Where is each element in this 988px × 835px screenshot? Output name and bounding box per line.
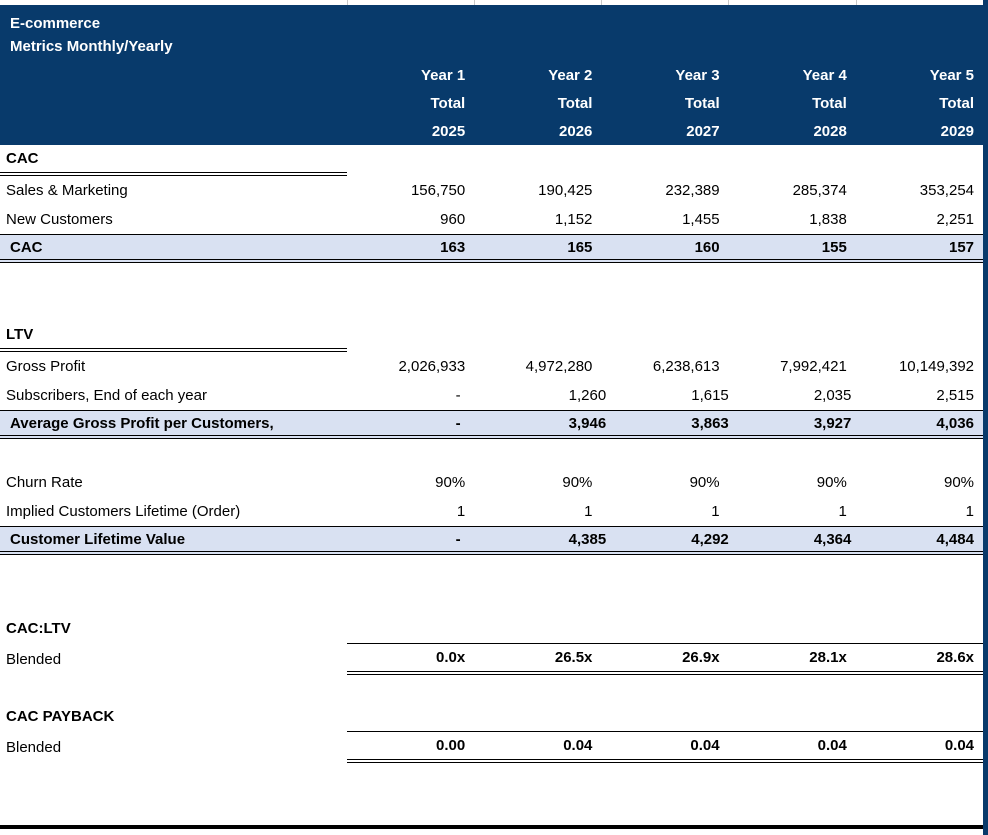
row-values	[347, 411, 983, 435]
cell-value[interactable]: 4,292	[691, 530, 729, 548]
blended-row-cac-payback	[0, 731, 983, 763]
cell-value[interactable]: 90%	[943, 474, 975, 491]
cell-value[interactable]: 1,152	[554, 211, 593, 228]
col-header-total[interactable]: Total	[812, 94, 847, 112]
cell-value[interactable]: 2,515	[936, 387, 974, 404]
spacer	[0, 675, 983, 702]
top-gridline-strip	[0, 0, 983, 5]
cell-value[interactable]: 3,927	[813, 414, 852, 432]
row-label[interactable]: Gross Profit	[6, 358, 86, 375]
total-row-avg-gross-profit	[0, 410, 983, 439]
cell-value[interactable]: -	[455, 530, 461, 548]
cell-value[interactable]: 26.9x	[682, 649, 720, 666]
section-title[interactable]: CAC:LTV	[6, 620, 71, 637]
right-edge-band	[983, 0, 988, 835]
table-row	[0, 497, 983, 526]
row-label[interactable]: Subscribers, End of each year	[6, 387, 207, 404]
header-spacer	[0, 89, 347, 117]
row-values	[347, 352, 983, 381]
cell-value[interactable]: 163	[440, 238, 466, 256]
cell-value[interactable]: 90%	[562, 474, 593, 491]
row-values	[347, 176, 983, 205]
section-title[interactable]: LTV	[0, 321, 347, 352]
gridline	[474, 0, 475, 5]
sheet-subtitle[interactable]: Metrics Monthly/Yearly	[10, 38, 173, 55]
col-header-total[interactable]: Total	[430, 94, 466, 112]
cell-value[interactable]: 160	[694, 238, 720, 256]
row-values	[347, 468, 983, 497]
row-values	[347, 497, 983, 526]
cell-value[interactable]: 4,972,280	[525, 358, 593, 375]
col-header-yearnum[interactable]: 2028	[813, 122, 847, 140]
row-values	[347, 205, 983, 234]
col-header-total[interactable]: Total	[684, 94, 720, 112]
cell-value[interactable]: 10,149,392	[898, 358, 975, 375]
row-label[interactable]: Implied Customers Lifetime (Order)	[6, 503, 241, 520]
cell-value[interactable]: 0.00	[436, 737, 466, 754]
col-header-yearnum[interactable]: 2027	[686, 122, 720, 140]
cell-value[interactable]: 2,035	[813, 387, 852, 404]
spacer	[0, 263, 983, 321]
col-header-yearnum[interactable]: 2029	[940, 122, 975, 140]
section-header-cac-ltv	[0, 614, 983, 643]
row-label[interactable]: Churn Rate	[6, 474, 83, 491]
cell-value[interactable]: 90%	[435, 474, 466, 491]
section-header-cac	[0, 145, 983, 176]
cell-value[interactable]: 0.04	[563, 737, 593, 754]
spacer	[0, 439, 983, 468]
cell-value[interactable]: -	[455, 387, 461, 404]
table-row	[0, 176, 983, 205]
cell-value[interactable]: 232,389	[665, 182, 720, 199]
total-row-cac	[0, 234, 983, 263]
row-values	[347, 731, 983, 763]
cell-value[interactable]: 353,254	[919, 182, 975, 199]
cell-value[interactable]: 1,260	[568, 387, 607, 404]
cell-value[interactable]: 4,385	[568, 530, 607, 548]
cell-value[interactable]: 2,251	[936, 211, 975, 228]
cell-value[interactable]: 0.04	[944, 737, 975, 754]
table-row	[0, 205, 983, 234]
sheet-header	[0, 5, 988, 145]
cell-value[interactable]: 1,838	[809, 211, 847, 228]
total-header-row	[0, 89, 983, 117]
cell-value[interactable]: 26.5x	[554, 649, 593, 666]
cell-value[interactable]: 156,750	[410, 182, 466, 199]
section-header-ltv	[0, 321, 983, 352]
row-values	[347, 235, 983, 259]
cell-value[interactable]: 1,455	[682, 211, 720, 228]
cell-value[interactable]: 0.0x	[436, 649, 466, 666]
cell-value[interactable]: 90%	[689, 474, 720, 491]
total-row-customer-lifetime-value	[0, 526, 983, 555]
row-label[interactable]: Blended	[6, 650, 62, 668]
cell-value[interactable]: 1	[456, 503, 466, 520]
blended-row-cac-ltv	[0, 643, 983, 675]
section-header-cac-payback	[0, 702, 983, 731]
section-title[interactable]: CAC PAYBACK	[6, 708, 115, 725]
cell-value[interactable]: 28.1x	[809, 649, 847, 666]
yearnum-header-row	[0, 117, 983, 145]
row-label[interactable]: Sales & Marketing	[6, 182, 128, 199]
cell-value[interactable]: 157	[948, 238, 975, 256]
sheet-bottom-border	[0, 825, 983, 829]
table-row	[0, 381, 983, 410]
row-values	[347, 381, 983, 410]
section-title[interactable]: CAC	[0, 145, 347, 176]
col-header-year[interactable]: Year 5	[929, 66, 975, 84]
cell-value[interactable]: 0.04	[690, 737, 720, 754]
row-label[interactable]: New Customers	[6, 211, 113, 228]
cell-value[interactable]: 3,863	[691, 414, 729, 432]
cell-value[interactable]: 6,238,613	[652, 358, 720, 375]
cell-value[interactable]: 4,036	[936, 414, 974, 432]
gridline	[601, 0, 602, 5]
cell-value[interactable]: -	[455, 414, 461, 432]
table-row	[0, 352, 983, 381]
row-values	[347, 643, 983, 675]
table-row	[0, 468, 983, 497]
cell-value[interactable]: 1	[711, 503, 720, 520]
cell-value[interactable]: 4,364	[813, 530, 852, 548]
cell-value[interactable]: 1	[584, 503, 593, 520]
cell-value[interactable]: 7,992,421	[780, 358, 847, 375]
col-header-total[interactable]: Total	[557, 94, 593, 112]
cell-value[interactable]: 285,374	[792, 182, 847, 199]
cell-value[interactable]: 1	[838, 503, 847, 520]
row-label[interactable]: Customer Lifetime Value	[10, 530, 186, 548]
year-header-row	[0, 61, 983, 89]
col-header-year[interactable]: Year 2	[548, 66, 593, 84]
row-label[interactable]: Average Gross Profit per Customers,	[10, 414, 274, 432]
gridline	[728, 0, 729, 5]
cell-value[interactable]: 155	[821, 238, 847, 256]
cell-value[interactable]: 2,026,933	[398, 358, 466, 375]
row-values	[347, 527, 983, 551]
cell-value[interactable]: 4,484	[936, 530, 974, 548]
spacer	[0, 555, 983, 614]
col-header-year[interactable]: Year 3	[675, 66, 720, 84]
cell-value[interactable]: 0.04	[817, 737, 847, 754]
col-header-year[interactable]: Year 4	[802, 66, 847, 84]
col-header-yearnum[interactable]: 2025	[431, 122, 466, 140]
sheet-title[interactable]: E-commerce	[10, 15, 101, 32]
cell-value[interactable]: 165	[567, 238, 593, 256]
cell-value[interactable]: 28.6x	[936, 649, 975, 666]
cell-value[interactable]: 1,615	[691, 387, 729, 404]
gridline	[856, 0, 857, 5]
gridline	[347, 0, 348, 5]
col-header-yearnum[interactable]: 2026	[559, 122, 593, 140]
header-spacer	[0, 117, 347, 145]
row-label[interactable]: Blended	[6, 738, 62, 756]
cell-value[interactable]: 3,946	[568, 414, 607, 432]
cell-value[interactable]: 1	[965, 503, 975, 520]
row-label[interactable]: CAC	[10, 238, 43, 256]
cell-value[interactable]: 90%	[816, 474, 847, 491]
col-header-total[interactable]: Total	[939, 94, 975, 112]
header-spacer	[0, 61, 347, 89]
cell-value[interactable]: 960	[440, 211, 466, 228]
col-header-year[interactable]: Year 1	[420, 66, 466, 84]
cell-value[interactable]: 190,425	[538, 182, 593, 199]
